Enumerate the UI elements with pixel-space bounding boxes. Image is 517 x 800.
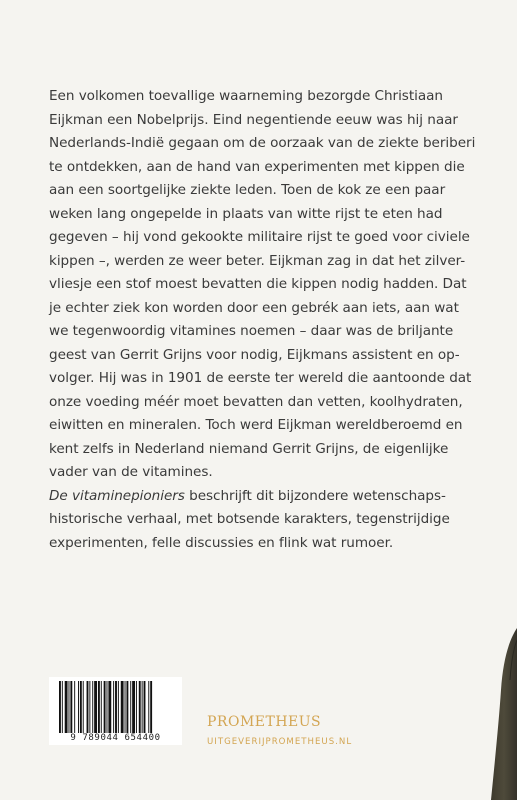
blurb-line: historische verhaal, met botsende karakters, tegenstrijdige xyxy=(49,511,450,527)
blurb-paragraph-2 xyxy=(49,485,469,556)
publisher-url: UITGEVERIJPROMETHEUS.NL xyxy=(207,737,353,747)
blurb-line: geest van Gerrit Grijns voor nodig, Eijkmans assistent en op- xyxy=(49,346,460,363)
blurb-line: te ontdekken, aan de hand van experimenten met kippen die xyxy=(49,158,465,175)
back-cover-blurb xyxy=(49,85,476,555)
blurb-line: kippen –, werden ze weer beter. Eijkman zag in dat het zilver- xyxy=(49,252,466,269)
barcode-digits: 9 789044 654400 xyxy=(49,733,182,743)
blurb-paragraph-1 xyxy=(49,85,476,485)
blurb-line xyxy=(49,485,469,509)
blurb-line: Eijkman een Nobelprijs. Eind negentiende eeuw was hij naar xyxy=(49,111,458,128)
blurb-line: Nederlands-Indië gegaan om de oorzaak van de ziekte beriberi xyxy=(49,135,476,151)
blurb-line: onze voeding méér moet bevatten dan vetten, koolhydraten, xyxy=(49,393,463,410)
blurb-line: volger. Hij was in 1901 de eerste ter wereld die aantoonde dat xyxy=(49,370,472,386)
book-title: De vitaminepioniers xyxy=(49,487,185,504)
blurb-line: aan een soortgelijke ziekte leden. Toen de kok ze een paar xyxy=(49,182,446,198)
blurb-line-rest: beschrijft dit bijzondere wetenschaps- xyxy=(184,487,446,504)
author-photo-edge xyxy=(477,0,517,800)
blurb-line: experimenten, felle discussies en flink wat rumoer. xyxy=(49,534,394,551)
blurb-line: je echter ziek kon worden door een gebrék aan iets, aan wat xyxy=(49,299,459,316)
blurb-line: gegeven – hij vond gekookte militaire rijst te goed voor civiele xyxy=(49,229,470,245)
publisher-logo: PROMETHEUS xyxy=(207,714,322,730)
blurb-line: vader van de vitamines. xyxy=(49,464,213,480)
blurb-line: we tegenwoordig vitamines noemen – daar was de briljante xyxy=(49,323,454,339)
blurb-line: eiwitten en mineralen. Toch werd Eijkman wereldberoemd en xyxy=(49,417,463,433)
blurb-line: weken lang ongepelde in plaats van witte rijst te eten had xyxy=(49,205,443,222)
blurb-line: vliesje een stof moest bevatten die kippen nodig hadden. Dat xyxy=(49,276,467,292)
isbn-barcode xyxy=(49,677,182,745)
blurb-line: Een volkomen toevallige waarneming bezorgde Christiaan xyxy=(49,88,443,104)
blurb-line: kent zelfs in Nederland niemand Gerrit Grijns, de eigenlijke xyxy=(49,440,449,457)
